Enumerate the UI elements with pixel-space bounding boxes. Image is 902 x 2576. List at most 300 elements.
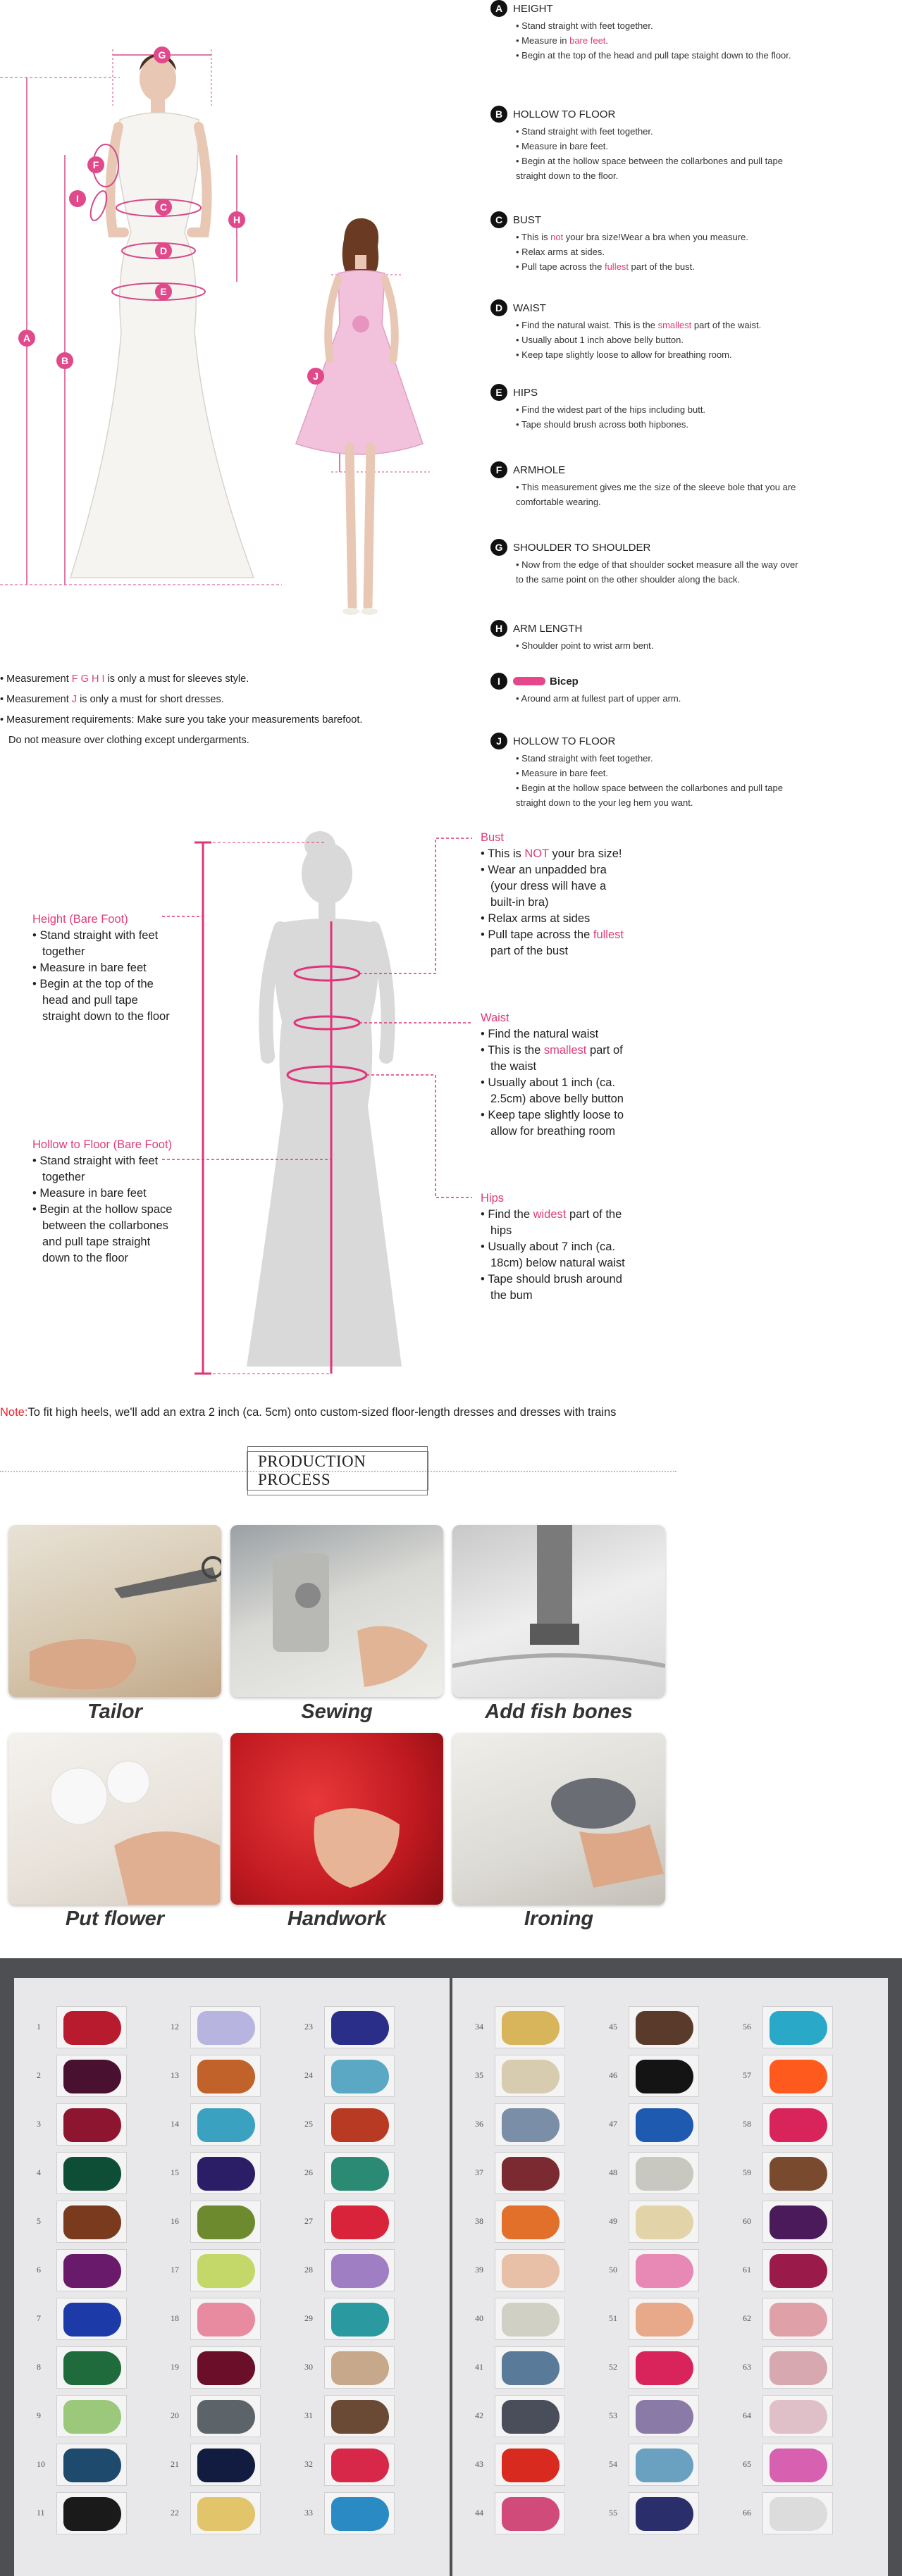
text-run: Measure in — [521, 35, 570, 46]
instruction-d — [490, 299, 801, 362]
hips-title: Hips — [481, 1192, 505, 1205]
fabric-swatch — [636, 2205, 693, 2239]
swatch-card[interactable] — [324, 2298, 395, 2340]
text-run: your bra size! — [548, 847, 622, 860]
swatch-number: 35 — [475, 2070, 483, 2080]
text-run: fullest — [593, 928, 624, 941]
swatch-card[interactable] — [495, 2298, 565, 2340]
fabric-swatch — [770, 2108, 827, 2142]
text-run: Relax arms at sides — [488, 912, 591, 925]
text-run: Tape should brush around the bum — [488, 1273, 622, 1302]
swatch-number: 25 — [304, 2119, 313, 2129]
badge-a: A — [18, 330, 35, 347]
fabric-swatch — [331, 2351, 389, 2385]
fabric-swatch — [636, 2351, 693, 2385]
swatch-number: 57 — [743, 2070, 751, 2080]
text-run: This is the — [488, 1044, 544, 1057]
swatch-card[interactable] — [56, 2346, 127, 2389]
swatch-card[interactable] — [56, 2103, 127, 2146]
height-item: • Stand straight with feet together — [42, 928, 173, 960]
fabric-swatch — [331, 2254, 389, 2288]
fabric-swatch — [63, 2351, 121, 2385]
swatch-card[interactable] — [629, 2444, 699, 2486]
swatch-number: 48 — [609, 2167, 617, 2177]
swatch-card[interactable] — [190, 2201, 261, 2243]
swatch-number: 17 — [171, 2265, 179, 2275]
bicep-tape-icon — [513, 677, 545, 685]
instruction-title-text: ARM LENGTH — [513, 622, 583, 635]
instruction-items — [516, 402, 801, 432]
swatch-card[interactable] — [190, 2152, 261, 2194]
instruction-items — [516, 318, 801, 362]
text-run: Keep tape slightly loose to allow for breathing room. — [521, 349, 732, 360]
waist-instructions — [481, 1026, 632, 1140]
swatch-number: 42 — [475, 2410, 483, 2420]
hips-label-block — [481, 1190, 632, 1304]
fabric-swatch — [197, 2254, 255, 2288]
fabric-swatch — [502, 2205, 560, 2239]
fabric-swatch — [770, 2351, 827, 2385]
swatch-card[interactable] — [629, 2346, 699, 2389]
swatch-card[interactable] — [629, 2103, 699, 2146]
swatch-number: 1 — [37, 2022, 41, 2031]
instruction-items — [516, 230, 801, 274]
bust-item — [490, 911, 632, 927]
instruction-badge: C — [490, 211, 507, 228]
height-item: • Measure in bare feet — [42, 960, 173, 976]
swatch-card[interactable] — [324, 2444, 395, 2486]
badge-h: H — [228, 211, 245, 228]
caption-handwork: Handwork — [287, 1908, 387, 1930]
swatch-number: 60 — [743, 2216, 751, 2226]
swatch-card[interactable] — [324, 2055, 395, 2097]
instruction-title-text: HOLLOW TO FLOOR — [513, 735, 616, 747]
swatch-card[interactable] — [762, 2055, 833, 2097]
waist-label-block — [481, 1010, 632, 1140]
instruction-b — [490, 106, 801, 183]
waist-item — [490, 1075, 632, 1107]
fabric-swatch — [197, 2497, 255, 2531]
instruction-items — [516, 751, 801, 810]
swatch-number: 27 — [304, 2216, 313, 2226]
swatch-number: 41 — [475, 2362, 483, 2372]
swatch-number: 30 — [304, 2362, 313, 2372]
swatch-number: 8 — [37, 2362, 41, 2372]
swatch-number: 56 — [743, 2022, 751, 2031]
swatch-card[interactable] — [190, 2103, 261, 2146]
swatch-number: 5 — [37, 2216, 41, 2226]
swatch-card[interactable] — [56, 2492, 127, 2534]
swatch-card[interactable] — [629, 2298, 699, 2340]
fabric-swatch — [331, 2060, 389, 2093]
swatch-number: 28 — [304, 2265, 313, 2275]
fabric-swatch — [63, 2497, 121, 2531]
text-run: part of the hips — [490, 1208, 622, 1237]
fabric-swatch — [63, 2060, 121, 2093]
instruction-c — [490, 211, 801, 274]
fabric-swatch — [770, 2060, 827, 2093]
swatch-number: 59 — [743, 2167, 751, 2177]
swatch-card[interactable] — [56, 2298, 127, 2340]
instruction-item — [516, 244, 801, 259]
swatch-number: 37 — [475, 2167, 483, 2177]
swatch-card[interactable] — [190, 2006, 261, 2048]
bust-instructions — [481, 846, 632, 959]
instruction-item — [516, 259, 801, 274]
instruction-title — [490, 620, 801, 637]
swatch-card[interactable] — [56, 2152, 127, 2194]
bust-label-block — [481, 830, 632, 959]
note-short-dress: • Measurement J is only a must for short dresses. — [0, 694, 224, 705]
swatch-card[interactable] — [190, 2298, 261, 2340]
instruction-title — [490, 461, 801, 478]
swatch-card[interactable] — [56, 2444, 127, 2486]
fabric-swatch — [770, 2254, 827, 2288]
swatch-card[interactable] — [762, 2152, 833, 2194]
swatch-card[interactable] — [56, 2395, 127, 2437]
swatch-card[interactable] — [324, 2249, 395, 2291]
fabric-swatch — [63, 2011, 121, 2045]
instruction-badge: E — [490, 384, 507, 401]
swatch-number: 51 — [609, 2313, 617, 2323]
swatch-card[interactable] — [495, 2249, 565, 2291]
hollow-title: Hollow to Floor (Bare Foot) — [32, 1138, 173, 1151]
instruction-items — [516, 691, 801, 706]
swatch-card[interactable] — [190, 2346, 261, 2389]
hips-instructions — [481, 1207, 632, 1304]
instruction-title-text: Bicep — [550, 675, 579, 687]
hips-item — [490, 1239, 632, 1271]
swatch-card[interactable] — [324, 2201, 395, 2243]
swatch-card[interactable] — [190, 2395, 261, 2437]
swatch-number: 14 — [171, 2119, 179, 2129]
swatch-number: 23 — [304, 2022, 313, 2031]
fabric-swatch — [770, 2205, 827, 2239]
swatch-number: 31 — [304, 2410, 313, 2420]
fabric-swatch — [502, 2303, 560, 2337]
instruction-badge: F — [490, 461, 507, 478]
instruction-item — [516, 230, 801, 244]
measurement-guide-section — [0, 0, 902, 824]
instruction-items — [516, 480, 801, 509]
badge-g: G — [154, 46, 171, 63]
swatch-number: 66 — [743, 2508, 751, 2518]
swatch-card[interactable] — [762, 2492, 833, 2534]
text-run: This is — [488, 847, 525, 860]
fabric-swatch — [502, 2351, 560, 2385]
text-run: Find the natural waist. This is the — [521, 320, 658, 330]
fabric-swatch — [636, 2497, 693, 2531]
color-board-left — [14, 1978, 450, 2576]
instruction-g — [490, 539, 801, 587]
text-run: Measure in bare feet. — [521, 768, 609, 778]
caption-put-flower: Put flower — [65, 1908, 165, 1930]
swatch-card[interactable] — [324, 2492, 395, 2534]
swatch-card[interactable] — [324, 2395, 395, 2437]
instruction-item — [516, 347, 801, 362]
swatch-number: 54 — [609, 2459, 617, 2469]
color-chart-section — [0, 1958, 902, 2576]
fabric-swatch — [770, 2303, 827, 2337]
hollow-instructions — [32, 1153, 173, 1267]
caption-tailor: Tailor — [87, 1700, 142, 1723]
fabric-swatch — [331, 2449, 389, 2482]
swatch-number: 29 — [304, 2313, 313, 2323]
text-run: Relax arms at sides. — [521, 247, 605, 257]
instruction-a — [490, 0, 801, 63]
swatch-number: 10 — [37, 2459, 45, 2469]
text-run: part of the bust. — [628, 261, 695, 272]
swatch-card[interactable] — [56, 2201, 127, 2243]
instruction-title — [490, 539, 801, 556]
instruction-item — [516, 48, 801, 63]
instruction-item — [516, 766, 801, 780]
fabric-swatch — [636, 2303, 693, 2337]
swatch-number: 16 — [171, 2216, 179, 2226]
swatch-card[interactable] — [190, 2249, 261, 2291]
swatch-number: 65 — [743, 2459, 751, 2469]
text-run: Begin at the top of the head and pull tape staight down to the floor. — [521, 50, 791, 61]
text-run: Stand straight with feet together. — [521, 20, 653, 31]
swatch-number: 11 — [37, 2508, 45, 2518]
instruction-title — [490, 106, 801, 123]
swatch-card[interactable] — [56, 2249, 127, 2291]
instruction-item — [516, 417, 801, 432]
hollow-item: • Begin at the hollow space between the collarbones and pull tape straight down to the floor — [42, 1202, 173, 1267]
swatch-card[interactable] — [495, 2201, 565, 2243]
swatch-card[interactable] — [762, 2346, 833, 2389]
text-run: Find the natural waist — [488, 1028, 599, 1040]
swatch-card[interactable] — [495, 2006, 565, 2048]
instruction-title-text: ARMHOLE — [513, 463, 566, 476]
instruction-title — [490, 299, 801, 316]
fabric-swatch — [63, 2205, 121, 2239]
text-run: . — [605, 35, 609, 46]
badge-j: J — [307, 368, 324, 385]
swatch-number: 40 — [475, 2313, 483, 2323]
swatch-card[interactable] — [629, 2152, 699, 2194]
tailor-photo — [8, 1525, 221, 1697]
swatch-number: 19 — [171, 2362, 179, 2372]
fabric-swatch — [197, 2351, 255, 2385]
bust-item — [490, 846, 632, 862]
text-run: Shoulder point to wrist arm bent. — [521, 640, 654, 651]
instruction-title-text: SHOULDER TO SHOULDER — [513, 541, 651, 554]
swatch-card[interactable] — [629, 2055, 699, 2097]
instruction-title-text: HOLLOW TO FLOOR — [513, 108, 616, 120]
swatch-number: 3 — [37, 2119, 41, 2129]
fabric-swatch — [197, 2449, 255, 2482]
text-run: Find the — [488, 1208, 533, 1221]
measurement-notes — [0, 669, 451, 751]
swatch-number: 55 — [609, 2508, 617, 2518]
text-run: NOT — [524, 847, 549, 860]
badge-f: F — [87, 156, 104, 173]
swatch-number: 32 — [304, 2459, 313, 2469]
swatch-card[interactable] — [762, 2444, 833, 2486]
instruction-e — [490, 384, 801, 432]
fabric-swatch — [636, 2060, 693, 2093]
text-run: your bra size!Wear a bra when you measure. — [563, 232, 748, 242]
waist-item — [490, 1107, 632, 1140]
waist-item — [490, 1026, 632, 1043]
swatch-card[interactable] — [495, 2152, 565, 2194]
fabric-swatch — [636, 2157, 693, 2191]
text-run: Usually about 1 inch above belly button. — [521, 335, 684, 345]
swatch-card[interactable] — [324, 2103, 395, 2146]
instruction-item — [516, 33, 801, 48]
swatch-card[interactable] — [629, 2006, 699, 2048]
swatch-card[interactable] — [56, 2006, 127, 2048]
text-run: Begin at the hollow space between the collarbones and pull tape straight down to the floor. — [516, 156, 783, 181]
instruction-badge: J — [490, 733, 507, 749]
badge-c: C — [155, 199, 172, 216]
instruction-title — [490, 384, 801, 401]
instruction-f — [490, 461, 801, 509]
swatch-card[interactable] — [495, 2103, 565, 2146]
swatch-number: 12 — [171, 2022, 179, 2031]
text-run: Now from the edge of that shoulder socket measure all the way over to the same point on the other shoulder along the back. — [516, 559, 798, 585]
fabric-swatch — [502, 2400, 560, 2434]
fabric-swatch — [636, 2011, 693, 2045]
instruction-badge: H — [490, 620, 507, 637]
badge-e: E — [155, 283, 172, 300]
swatch-card[interactable] — [324, 2346, 395, 2389]
swatch-number: 58 — [743, 2119, 751, 2129]
swatch-card[interactable] — [324, 2152, 395, 2194]
swatch-card[interactable] — [629, 2395, 699, 2437]
swatch-number: 2 — [37, 2070, 41, 2080]
text-run: Keep tape slightly loose to allow for breathing room — [488, 1109, 624, 1138]
fabric-swatch — [502, 2011, 560, 2045]
swatch-card[interactable] — [190, 2055, 261, 2097]
fabric-swatch — [770, 2400, 827, 2434]
fabric-swatch — [502, 2449, 560, 2482]
text-run: Begin at the hollow space between the collarbones and pull tape straight down to the your leg hem you want. — [516, 783, 783, 808]
fabric-swatch — [197, 2400, 255, 2434]
swatch-card[interactable] — [190, 2444, 261, 2486]
instruction-title-text: WAIST — [513, 301, 546, 314]
swatch-card[interactable] — [762, 2006, 833, 2048]
swatch-number: 50 — [609, 2265, 617, 2275]
fabric-swatch — [636, 2254, 693, 2288]
swatch-number: 20 — [171, 2410, 179, 2420]
fabric-swatch — [197, 2157, 255, 2191]
swatch-card[interactable] — [629, 2492, 699, 2534]
swatch-card[interactable] — [629, 2201, 699, 2243]
swatch-card[interactable] — [762, 2201, 833, 2243]
instruction-item — [516, 139, 801, 154]
sewing-photo — [230, 1525, 443, 1697]
swatch-card[interactable] — [495, 2492, 565, 2534]
silhouette-figure — [162, 824, 472, 1381]
color-board-right — [452, 1978, 888, 2576]
text-run: Around arm at fullest part of upper arm. — [521, 693, 681, 704]
swatch-card[interactable] — [495, 2055, 565, 2097]
fabric-swatch — [636, 2449, 693, 2482]
instruction-item — [516, 638, 801, 653]
hips-item — [490, 1207, 632, 1239]
swatch-card[interactable] — [762, 2103, 833, 2146]
swatch-number: 18 — [171, 2313, 179, 2323]
ironing-photo — [452, 1733, 665, 1905]
instruction-item — [516, 154, 801, 183]
instruction-i — [490, 673, 801, 706]
fabric-swatch — [502, 2254, 560, 2288]
swatch-card[interactable] — [495, 2395, 565, 2437]
swatch-number: 53 — [609, 2410, 617, 2420]
text-run: widest — [533, 1208, 567, 1221]
swatch-card[interactable] — [190, 2492, 261, 2534]
swatch-number: 63 — [743, 2362, 751, 2372]
badge-b: B — [56, 352, 73, 369]
text-run: Wear an unpadded bra (your dress will have a built-in bra) — [488, 864, 607, 909]
text-run: This is — [521, 232, 551, 242]
fabric-swatch — [502, 2060, 560, 2093]
fabric-swatch — [331, 2011, 389, 2045]
swatch-number: 26 — [304, 2167, 313, 2177]
hips-item — [490, 1271, 632, 1304]
fabric-swatch — [197, 2011, 255, 2045]
caption-sewing: Sewing — [301, 1700, 373, 1723]
fabric-swatch — [770, 2497, 827, 2531]
instruction-item — [516, 480, 801, 509]
instruction-badge: D — [490, 299, 507, 316]
bust-item — [490, 862, 632, 911]
swatch-card[interactable] — [629, 2249, 699, 2291]
handwork-photo — [230, 1733, 443, 1905]
height-label-block — [32, 911, 173, 1025]
text-run: Usually about 7 inch (ca. 18cm) below natural waist — [488, 1240, 625, 1269]
swatch-card[interactable] — [762, 2249, 833, 2291]
fabric-swatch — [331, 2303, 389, 2337]
text-run: This measurement gives me the size of the sleeve bole that you are comfortable wearing. — [516, 482, 796, 507]
swatch-card[interactable] — [495, 2346, 565, 2389]
fabric-swatch — [770, 2011, 827, 2045]
swatch-card[interactable] — [56, 2055, 127, 2097]
production-title-frame — [247, 1451, 428, 1491]
instruction-item — [516, 780, 801, 810]
caption-ironing: Ironing — [524, 1908, 594, 1930]
instruction-items — [516, 638, 801, 653]
swatch-card[interactable] — [495, 2444, 565, 2486]
swatch-number: 45 — [609, 2022, 617, 2031]
swatch-number: 39 — [475, 2265, 483, 2275]
instruction-badge: G — [490, 539, 507, 556]
instruction-item — [516, 691, 801, 706]
text-run: smallest — [543, 1044, 587, 1057]
swatch-number: 15 — [171, 2167, 179, 2177]
swatch-card[interactable] — [762, 2298, 833, 2340]
instruction-badge: A — [490, 0, 507, 17]
text-run: part of the bust — [490, 945, 569, 957]
swatch-card[interactable] — [324, 2006, 395, 2048]
high-heels-note: Note:To fit high heels, we'll add an extra 2 inch (ca. 5cm) onto custom-sized floor-length dresses and dresses with trains — [0, 1406, 617, 1419]
instruction-title-text: HEIGHT — [513, 2, 553, 15]
instruction-title — [490, 733, 801, 749]
swatch-card[interactable] — [762, 2395, 833, 2437]
badge-i: I — [69, 190, 86, 207]
fabric-swatch — [63, 2157, 121, 2191]
bust-item — [490, 927, 632, 959]
production-title: PRODUCTION PROCESS — [247, 1446, 428, 1495]
hollow-item: • Stand straight with feet together — [42, 1153, 173, 1186]
note-sleeves: • Measurement F G H I is only a must for sleeves style. — [0, 673, 249, 685]
instruction-item — [516, 332, 801, 347]
swatch-number: 44 — [475, 2508, 483, 2518]
swatch-number: 22 — [171, 2508, 179, 2518]
fabric-swatch — [502, 2157, 560, 2191]
